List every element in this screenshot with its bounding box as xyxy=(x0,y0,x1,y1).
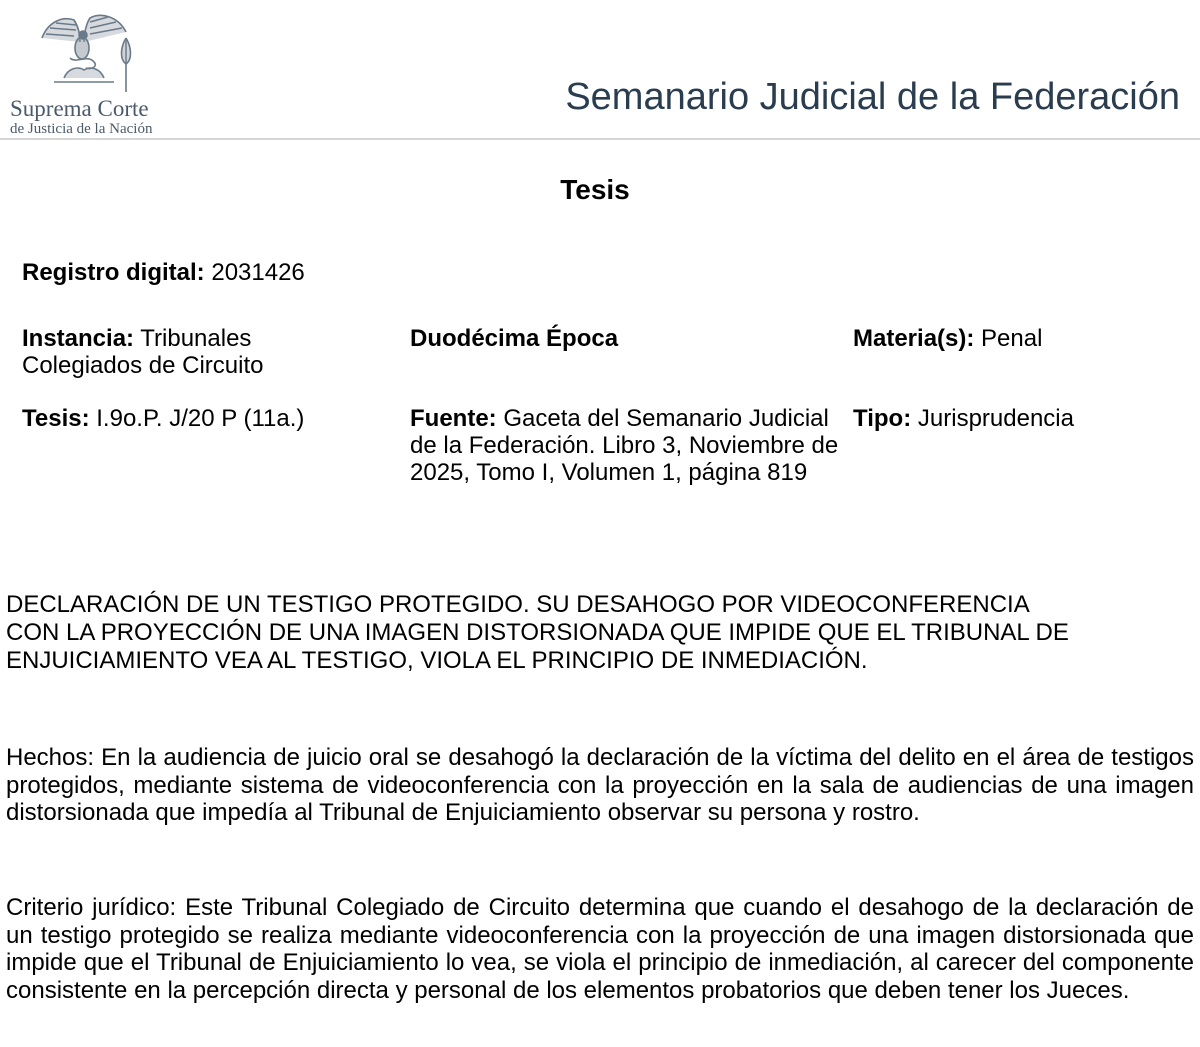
hechos-paragraph: Hechos: En la audiencia de juicio oral se desahogó la declaración de la víctima del delito en el área de testigos protegidos, mediante sistema de videoconferencia con la proyección en la sala de audiencias de una imagen distorsionada que impedía al Tribunal de Enjuiciamiento observar su persona y rostro. xyxy=(6,744,1194,826)
instancia-label: Instancia: xyxy=(22,325,135,352)
eagle-emblem-icon xyxy=(34,8,134,94)
institution-name: Suprema Corte xyxy=(10,96,149,121)
tesis-clave xyxy=(22,405,304,432)
epoca-value: Duodécima Época xyxy=(410,325,619,352)
header-divider xyxy=(0,138,1200,140)
tesis-label: Tesis: xyxy=(22,405,90,432)
tesis-rubro: DECLARACIÓN DE UN TESTIGO PROTEGIDO. SU DESAHOGO POR VIDEOCONFERENCIA CON LA PROYECCIÓN DE UNA IMAGEN DISTORSIONADA QUE IMPIDE QUE EL TRIBUNAL DE ENJUICIAMIENTO VEA AL TESTIGO, VIOLA EL PRINCIPIO DE INMEDIACIÓN. xyxy=(6,591,1069,674)
registro-value: 2031426 xyxy=(211,259,305,286)
institution-subname: de Justicia de la Nación xyxy=(10,121,153,137)
fuente-value: Gaceta del Semanario Judicial de la Federación. Libro 3, Noviembre de 2025, Tomo I, Volumen 1, página 819 xyxy=(410,405,839,486)
epoca xyxy=(410,325,618,352)
registro-label: Registro digital: xyxy=(22,259,205,286)
site-title[interactable]: Semanario Judicial de la Federación xyxy=(565,76,1180,118)
registro-digital xyxy=(22,259,305,286)
tipo-label: Tipo: xyxy=(853,405,912,432)
document-type-heading: Tesis xyxy=(560,174,630,205)
tesis-value: I.9o.P. J/20 P (11a.) xyxy=(96,405,305,432)
scjn-logo[interactable] xyxy=(6,8,153,137)
instancia-value: Tribunales Colegiados de Circuito xyxy=(22,325,264,379)
materia xyxy=(853,325,1042,352)
criterio-paragraph: Criterio jurídico: Este Tribunal Colegiado de Circuito determina que cuando el desahogo de la declaración de un testigo protegido se realiza mediante videoconferencia con la proyección de una imagen distorsionada que impide que el Tribunal de Enjuiciamiento lo vea, se viola el principio de inmediación, al carecer del componente consistente en la percepción directa y personal de los elementos probatorios que deben tener los Jueces. xyxy=(6,894,1194,1004)
tipo xyxy=(853,405,1074,432)
instancia xyxy=(22,325,322,379)
fuente xyxy=(410,405,850,486)
materia-label: Materia(s): xyxy=(853,325,975,352)
tipo-value: Jurisprudencia xyxy=(917,405,1074,432)
page-header xyxy=(0,0,1200,140)
materia-value: Penal xyxy=(981,325,1043,352)
fuente-label: Fuente: xyxy=(410,405,497,432)
